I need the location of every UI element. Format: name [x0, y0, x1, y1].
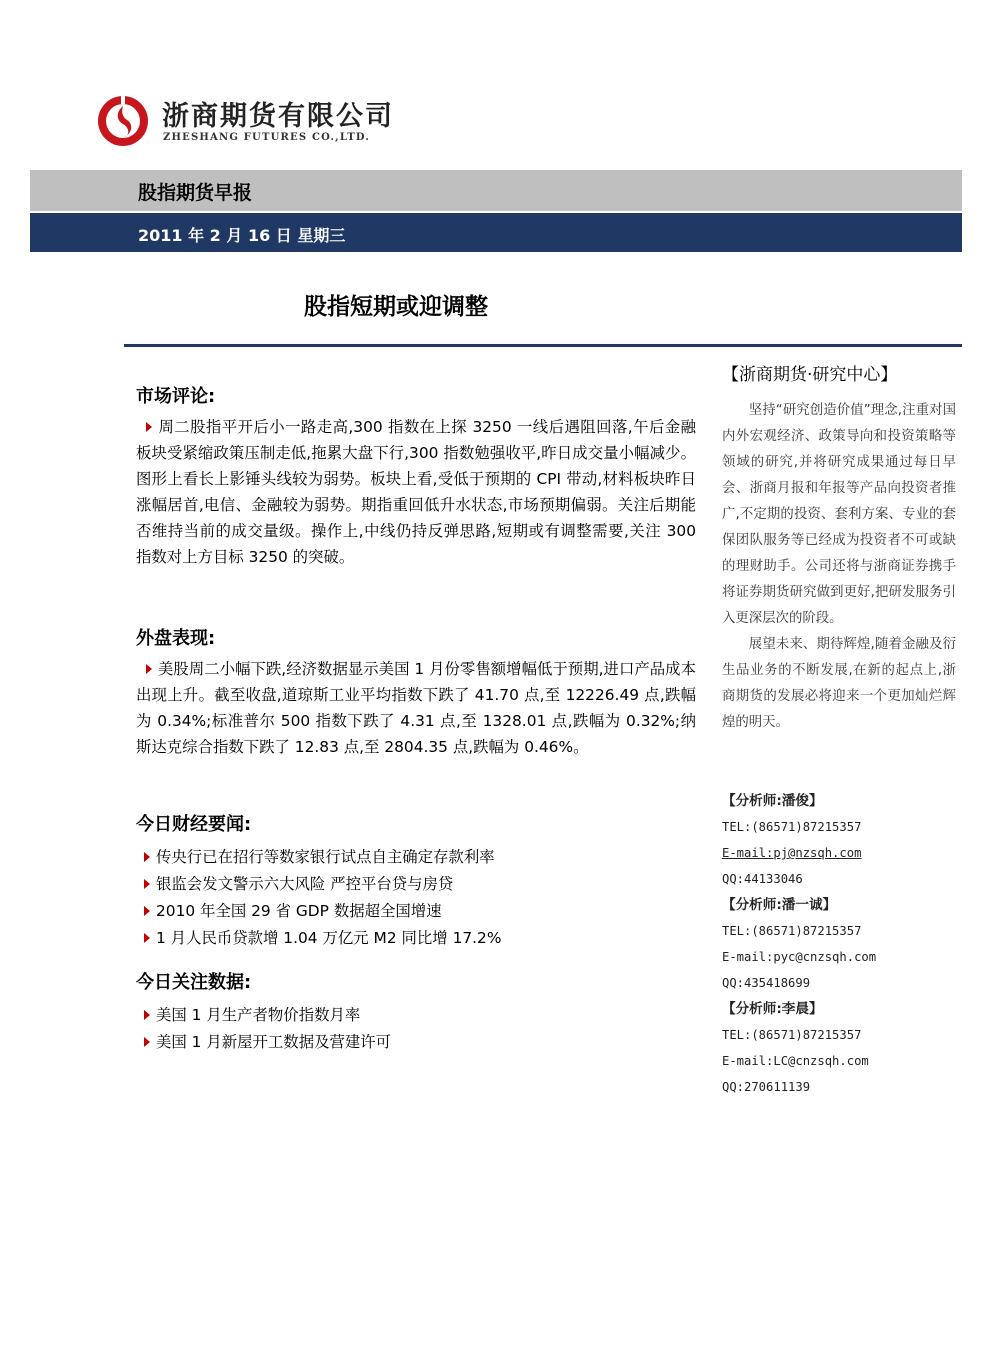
headline: 股指短期或迎调整 [304, 294, 488, 320]
bullet-icon [144, 906, 150, 916]
overseas-section [136, 626, 696, 760]
analyst-name: 【分析师:潘俊】 [722, 793, 823, 809]
analyst-name: 【分析师:李晨】 [722, 1001, 823, 1017]
sidebar-title: 【浙商期货·研究中心】 [722, 365, 898, 385]
bullet-icon [146, 422, 152, 432]
date-banner [30, 213, 962, 252]
bullet-icon [144, 879, 150, 889]
analyst-card-1 [722, 788, 861, 892]
data-watch-section [136, 970, 696, 1056]
overseas-text: 美股周二小幅下跌,经济数据显示美国 1 月份零售额增幅低于预期,进口产品成本出现上升。截至收盘,道琼斯工业平均指数下跌了 41.70 点,至 12226.49 点,跌幅为 0.34%;标准普尔 500 指数下跌了 4.31 点,至 1328.01 点,跌幅为 0.32%;纳斯达克综合指数下跌了 12.83 点,至 2804.35 点,跌幅为 0.46%。 [136, 660, 696, 756]
data-watch-item-text: 美国 1 月新屋开工数据及营建许可 [156, 1033, 392, 1051]
overseas-paragraph [136, 656, 696, 760]
analyst-email[interactable]: E-mail:pj@nzsqh.com [722, 846, 862, 860]
analyst-tel: TEL:(86571)87215357 [722, 1028, 862, 1042]
sidebar-paragraph-2: 展望未来、期待辉煌,随着金融及衍生品业务的不断发展,在新的起点上,浙商期货的发展必将迎来一个更加灿烂辉煌的明天。 [722, 637, 956, 730]
data-watch-title: 今日关注数据: [136, 972, 252, 993]
company-name-en: ZHESHANG FUTURES CO.,LTD. [163, 132, 371, 143]
news-title: 今日财经要闻: [136, 814, 252, 835]
analyst-name: 【分析师:潘一诚】 [722, 897, 837, 913]
news-item-text: 2010 年全国 29 省 GDP 数据超全国增速 [156, 902, 442, 920]
report-date: 2011 年 2 月 16 日 星期三 [138, 226, 346, 245]
list-item [136, 1002, 696, 1029]
market-comment-paragraph [136, 414, 696, 570]
data-watch-item-text: 美国 1 月生产者物价指数月率 [156, 1006, 361, 1024]
analyst-qq: QQ:270611139 [722, 1080, 811, 1094]
analyst-tel: TEL:(86571)87215357 [722, 820, 862, 834]
news-list [136, 844, 696, 952]
analyst-qq: QQ:44133046 [722, 872, 803, 886]
list-item [136, 925, 696, 952]
list-item [136, 1029, 696, 1056]
overseas-title: 外盘表现: [136, 628, 216, 649]
report-type: 股指期货早报 [138, 182, 253, 204]
sidebar-paragraph-1: 坚持“研究创造价值”理念,注重对国内外宏观经济、政策导向和投资策略等领域的研究,并将研究成果通过每日早会、浙商月报和年报等产品向投资者推广,不定期的投资、套利方案、专业的套保团队服务等已经成为投资者不可或缺的理财助手。公司还将与浙商证券携手将证券期货研究做到更好,把研发服务引入更深层次的阶段。 [722, 403, 956, 626]
company-name-cn: 浙商期货有限公司 [162, 101, 394, 132]
list-item [136, 871, 696, 898]
bullet-icon [144, 1037, 150, 1047]
sidebar-intro [722, 398, 956, 736]
bullet-icon [146, 664, 152, 674]
report-type-banner [30, 170, 962, 211]
analyst-email[interactable]: E-mail:pyc@cnzsqh.com [722, 950, 877, 964]
headline-divider [124, 344, 962, 347]
analyst-email[interactable]: E-mail:LC@cnzsqh.com [722, 1054, 869, 1068]
analyst-card-3 [722, 996, 869, 1100]
news-item-text: 1 月人民币贷款增 1.04 万亿元 M2 同比增 17.2% [156, 929, 502, 947]
company-logo-icon [96, 94, 150, 148]
market-comment-text: 周二股指平开后小一路走高,300 指数在上探 3250 一线后遇阻回落,午后金融板块受紧缩政策压制走低,拖累大盘下行,300 指数勉强收平,昨日成交量小幅减少。图形上看长上影锤头线较为弱势。板块上看,受低于预期的 CPI 带动,材料板块昨日涨幅居首,电信、金融较为弱势。期指重回低升水状态,市场预期偏弱。关注后期能否维持当前的成交量级。操作上,中线仍持反弹思路,短期或有调整需要,关注 300 指数对上方目标 3250 的突破。 [136, 418, 696, 566]
analyst-qq: QQ:435418699 [722, 976, 811, 990]
news-item-text: 传央行已在招行等数家银行试点自主确定存款利率 [156, 848, 495, 866]
list-item [136, 898, 696, 925]
market-comment-title: 市场评论: [136, 386, 216, 407]
bullet-icon [144, 1010, 150, 1020]
market-comment-section [136, 384, 696, 570]
data-watch-list [136, 1002, 696, 1056]
bullet-icon [144, 933, 150, 943]
bullet-icon [144, 852, 150, 862]
news-item-text: 银监会发文警示六大风险 严控平台贷与房贷 [156, 875, 454, 893]
list-item [136, 844, 696, 871]
analyst-tel: TEL:(86571)87215357 [722, 924, 862, 938]
analyst-card-2 [722, 892, 876, 996]
news-section [136, 812, 696, 952]
company-logo [96, 92, 394, 152]
